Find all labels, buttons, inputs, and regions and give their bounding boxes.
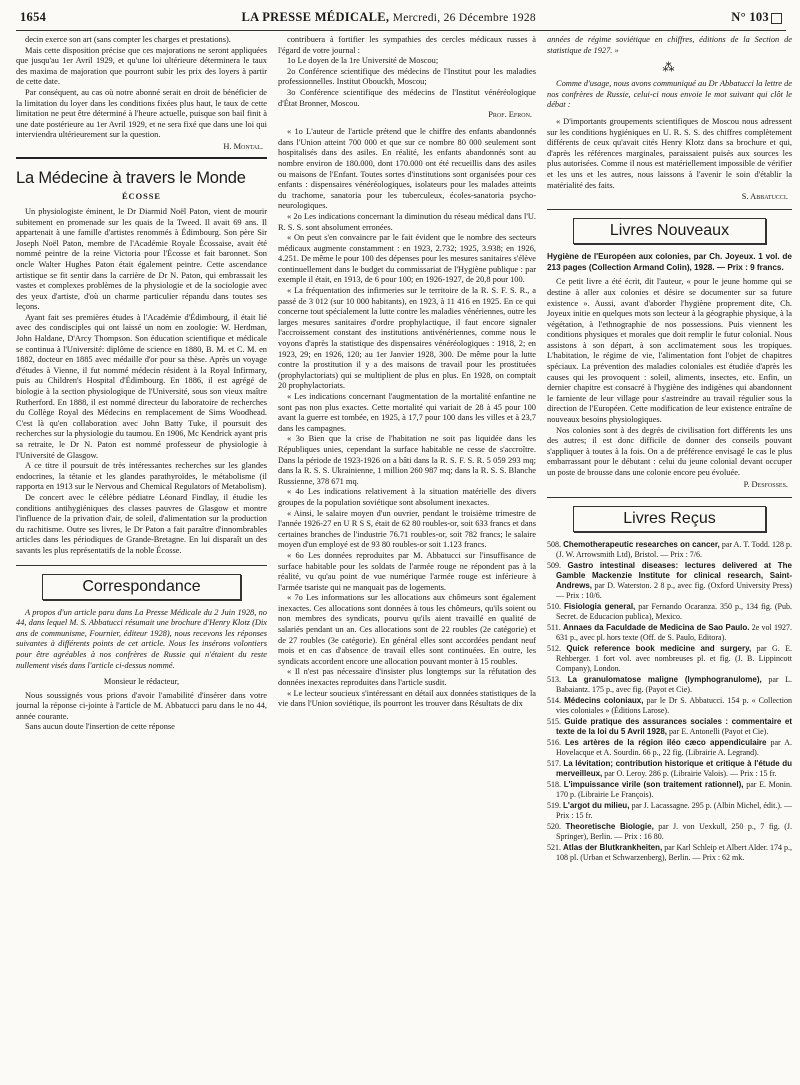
paragraph: 2o Conférence scientifique des médecins de l'Institut pour les maladies professionnelles. Institut Obouckh, Moscou; — [278, 66, 536, 87]
item-details: par Karl Schleip et Albert Alder. 174 p., 108 pl. (Urban et Schwarzenberg), Berlin. — Prix : 62 mk. — [556, 842, 792, 862]
item-details: par J. von Uexkull, 250 p., 7 fig. (J. Springer), Berlin. — Prix : 16 80. — [556, 821, 792, 841]
item-details: par J. Lacassagne. 295 p. (Albin Michel, édit.). — Prix : 15 fr. — [556, 800, 792, 820]
correspondance-salutation: Monsieur le rédacteur, — [103, 677, 180, 687]
item-number: 511. — [547, 622, 563, 632]
item-title: Médecins coloniaux, — [564, 695, 644, 705]
item-title: Theoretische Biologie, — [565, 821, 654, 831]
issue-number: N° 103 — [731, 10, 782, 25]
paragraph: « 6o Les données reproduites par M. Abbatucci sur l'insuffisance de surface habitable pour les soldats de l'armée rouge ne répondent pas à la réalité, vu qu'au point de vue numérique l'armée rouge est inférieure à l'armée tsariste qui ne manquait pas de logements. — [278, 550, 536, 592]
letter-closing: années de régime soviétique en chiffres, éditions de la Section de statistique de 1927. » — [547, 35, 792, 55]
signature-efron: Prof. Efron. — [488, 110, 532, 120]
item-number: 512. — [547, 643, 567, 653]
issue-date: Mercredi, 26 Décembre 1928 — [392, 12, 536, 24]
book-received-item — [547, 540, 792, 560]
paragraph: « 1o L'auteur de l'article prétend que le chiffre des enfants abandonnés dans l'Union atteint 700 000 et que sur ce nombre 80 000 seulement sont hospitalisés dans des asiles. En réalité, les enfants abandonnés sont au nombre environ de 180.000, dont 170.000 ont été recueillis dans des asiles ou maisons de l'Enfant. Toutes sortes d'institutions sont organisées pour ces enfants : dispensaires vénéréologiques, isolateurs pour les malades atteints du trachome, sanatoria pour les tuberculeux, écoles-sanatoria psycho-neurologiques. — [278, 127, 536, 211]
item-details: par A. T. Todd. 128 p. (J. W. Arrowsmith Ltd), Bristol. — Prix : 7/6. — [556, 539, 792, 559]
section-title-livres-nouveaux: Livres Nouveaux — [573, 218, 766, 244]
item-number: 509. — [547, 560, 568, 570]
book-received-item — [547, 759, 792, 779]
column-1 — [16, 35, 267, 1085]
item-number: 518. — [547, 779, 564, 789]
paragraph: Sans aucun doute l'insertion de cette réponse — [25, 722, 175, 732]
paragraph: De concert avec le célèbre pédiatre Léonard Findlay, il étudie les conditions antihygiéniques des classes pauvres de Glasgow et montre l'influence de la privation d'air, de soleil, d'alimentation sur la production du rachitisme. Outre ses livres, le Dr Paton a fait paraître d'innombrables articles dans les périodiques de Grande-Bretagne. En lui disparaît un des savants les plus représentatifs de la noble Écosse. — [16, 492, 267, 555]
item-number: 517. — [547, 758, 564, 768]
paragraph: Ayant fait ses premières études à l'Académie d'Édimbourg, il était lié avec des condisciples qui ont laissé un nom en zoologie: W. Herdman, John Haldane, D'Arcy Thompson. Son éducation scientifique et médicale se continua à l'Université: diplôme de science en 1880, B. M. et C. M. en 1882, docteur en 1885 avec médaille d'or pour sa thèse. Après un voyage d'études à Vienne, il fut nommé médecin résident à la Royal Infirmary, puis au Children's Hospital d'Édimbourg. En 1886, il est agrégé de biologie à la section physiologique de l'Université, sous son vieux maître Rutherford. En 1888, il est nommé directeur du laboratoire de recherches du Collège Royal des Médecins en remplacement de Sims Woodhead. C'est là qu'en collaboration avec John Batty Tuke, il poursuit des recherches sur la physiologie du taumou. En 1906, Mc Kendrick ayant pris sa retraite, le Dr N. Paton est nommé professeur de physiologie à l'Université de Glasgow. — [16, 312, 267, 460]
section-title-medecine: La Médecine à travers le Monde — [16, 168, 246, 187]
item-number: 521. — [547, 842, 564, 852]
item-details: par G. E. Rehberger. 1 fort vol. avec nombreuses pl. et fig. (J. B. Lippincott Company), London. — [556, 643, 792, 673]
item-title: Guide pratique des assurances sociales : commentaire et texte de la loi du 5 Avril 1928, — [556, 716, 792, 736]
item-title: L'impuissance virile (son traitement rationnel), — [563, 779, 744, 789]
signature-abbatucci: S. Abbatucci. — [741, 192, 788, 202]
item-title: Fisiologia general, — [564, 601, 636, 611]
signature-montal: H. Montal. — [223, 141, 263, 151]
paragraph: Nos colonies sont à des degrés de civilisation fort différents les uns des autres; il est donc difficile de donner des conseils pouvant s'appliquer à toutes à la fois. On a de préférence envisagé le cas le plus embarrassant pour le débutant : celui du jeune colonial devant occuper un poste de brousse dans une colonie encore peu évoluée. — [547, 425, 792, 477]
letter-response-body — [278, 127, 536, 710]
issue-box-icon — [771, 13, 782, 24]
item-number: 514. — [547, 695, 565, 705]
paragraph: « Il n'est pas nécessaire d'insister plus longtemps sur la réfutation des données inexactes reproduites dans l'article susdit. — [278, 667, 536, 688]
section-subtitle-ecosse: ÉCOSSE — [121, 191, 162, 201]
book-received-item — [547, 822, 792, 842]
item-details: par E. Monin. 170 p. (Librairie Le François). — [556, 779, 792, 799]
item-number: 510. — [547, 601, 565, 611]
journal-title-line — [242, 10, 536, 25]
correspondance-intro: A propos d'un article paru dans La Presse Médicale du 2 Juin 1928, no 44, dans lequel M. S. Abbatucci résumait une brochure d'Henry Klotz (Dix ans de communisme, Fournier, éditeur 1928), nous recevons les réponses suivantes à différents points de cet article. Nous les insérons volontiers pour être agréables à nos confrères de Russie qui n'étaient du reste nullement visés dans l'article ci-dessus nommé. — [16, 607, 267, 670]
book-received-item — [547, 675, 792, 695]
paragraph: Ce petit livre a été écrit, dit l'auteur, « pour le jeune homme qui se destine à aller aux colonies et désire se documenter sur sa future existence ». Aussi, avant d'aborder l'hygiène proprement dite, Ch. Joyeux initie en quelques mots son lecteur à la géographie physique, à la végétation, à l'ethnographie de nos possessions. Puis viennent les conditions physiques et morales que doit remplir le futur colonial. Nous assistons à son départ, à son acclimatement sous les tropiques. L'habitation, le régime de vie, l'alimentation font l'objet de chapitres spéciaux. La prévention des maladies coloniales est étudiée d'après les causes qui les provoquent : soleil, aliments, insectes, etc. Enfin, un dernier chapitre est consacré à l'hygiène des indigènes qui abandonnent le farniente de leur village pour s'astreindre au travail régulier sous la direction de l'Européen. Cette modification de leur existence entraîne de nouveaux besoins physiologiques. — [547, 277, 792, 425]
paragraph: 1o Le doyen de la 1re Université de Moscou; — [287, 56, 439, 66]
page-header — [16, 8, 786, 31]
item-details: par Fernando Ocaranza. 350 p., 134 fig. (Pub. Secret. de Educacion publica), Mexico. — [556, 601, 792, 621]
correspondance-body — [16, 691, 267, 733]
item-details: par le Dr S. Abbatucci. 154 p. « Collection vies coloniales » (Éditions Larose). — [556, 695, 792, 715]
item-title: Gastro intestinal diseases: lectures delivered at The Gamble Mackenzie Institute for clinical research, Saint-Andrews, — [556, 560, 792, 590]
book-received-item — [547, 696, 792, 716]
divider — [16, 565, 267, 566]
book-received-item — [547, 561, 792, 601]
editor-note: Comme d'usage, nous avons communiqué au Dr Abbatucci la lettre de nos confrères de Russie, celui-ci nous envoie le mot suivant qui clôt le débat : — [547, 79, 792, 110]
paragraph: « 2o Les indications concernant la diminution du réseau médical dans l'U. R. S. S. sont absolument erronées. — [278, 211, 536, 232]
section-title-livres-recus: Livres Reçus — [573, 506, 766, 532]
letter-signatories — [278, 35, 536, 109]
item-title: L'argot du milieu, — [563, 800, 630, 810]
ecosse-article — [16, 207, 267, 557]
books-received-list — [547, 540, 792, 863]
spacer — [278, 119, 536, 127]
paragraph: Nous soussignés vous prions d'avoir l'amabilité d'insérer dans votre journal la réponse ci-jointe à l'article de M. Abbatucci paru dans le no 44, année courante. — [16, 690, 267, 721]
divider — [547, 497, 792, 498]
section-title-correspondance: Correspondance — [42, 574, 241, 600]
item-title: Les artères de la région iléo cæco appendiculaire — [564, 737, 767, 747]
book-received-item — [547, 801, 792, 821]
paragraph: « 4o Les indications relativement à la situation matérielle des divers groupes de la population soviétique sont absolument inexactes. — [278, 487, 536, 507]
item-details: par O. Leroy. 286 p. (Librairie Valois). — Prix : 15 fr. — [602, 768, 777, 778]
journal-name: LA PRESSE MÉDICALE, — [241, 10, 390, 24]
paragraph: Un physiologiste éminent, le Dr Diarmid Noël Paton, vient de mourir subitement en promenade sur les quais de la Tweed. Il avait 69 ans. Il appartenait à une famille d'artistes renommés à Édimbourg. Son père Sir Joseph Noël Paton, membre de l'Académie Royale Écossaise, avait été nommé peintre de la reine Victoria pour l'Écosse et fait baronnet. Son oncle Walter Hughes Paton était également peintre. Cette ascendance artistique se fit sentir dans la carrière de Dr N. Paton, qui embrassait les vastes et complexes problèmes de la physiologie et de la sociologie avec des yeux d'artiste, d'où un charme particulier répandu dans toutes ses leçons. — [16, 206, 267, 312]
book-received-item — [547, 843, 792, 863]
paragraph: A ce titre il poursuit de très intéressantes recherches sur les glandes endocrines, la tétanie et les glandes parathyroïdes, le métabolisme (il rapporta en 1913 sur le Nervous and Chemical Regulators of Metabolism). — [16, 461, 267, 492]
item-number: 520. — [547, 821, 566, 831]
item-title: Quick reference book medicine and surgery, — [566, 643, 752, 653]
book-received-item — [547, 717, 792, 737]
item-number: 515. — [547, 716, 565, 726]
item-number: 519. — [547, 800, 564, 810]
paragraph: « Les indications concernant l'augmentation de la mortalité enfantine ne sont pas non plus exactes. Cette mortalité qui variait de 28 à 45 pour 100 avant la guerre est tombée, en 1925, à 17,7 pour 100 dans les villes et à 23,7 dans les campagnes. — [278, 392, 536, 433]
paragraph: « Ainsi, le salaire moyen d'un ouvrier, pendant le troisième trimestre de l'année 1926-27 en U R S S, était de 62 80 roubles-or, soit 633 francs et dans certaines branches de l'industrie 76.71 roubles-or, soit 782 francs; le salaire moyen d'un employé est de 93 80 roubles-or soit 1.123 francs. — [278, 508, 536, 550]
paragraph: contribuera à fortifier les sympathies des cercles médicaux russes à l'égard de votre journal : — [278, 35, 536, 55]
paragraph: « 7o Les informations sur les allocations aux chômeurs sont également inexactes. Ces allocations sont données à tous les chômeurs, qu'ils soient ou non membres des syndicats, pourvu qu'ils aient travaillé en qualité de salariés pendant un an. Ces allocations sont de 22 roubles (2e catégorie) et de 27 roubles (3e catégorie). En général elles sont accordées pendant neuf mois et en cas d'absence de travail elles sont continuées. En outre, les syndicats accordent encore une allocation pouvant monter à 15 roubles. — [278, 593, 536, 666]
paragraph: « La fréquentation des infirmeries sur le territoire de la R. S. F. S. R., a passé de 3 012 (sur 10 000 habitants), en 1923, à 11 416 en 1925. En ce qui concerne tout spécialement la lutte contre les maladies vénériennes, outre les larges mesures sanitaires d'ordre prophylactique, il faut encore signaler l'accroissement constant des institutions antivénériennes, comme nous le voyons d'après la statistique des dispensaires vénéréologiques : 1918, 2; en 1923, 29; en 1926, 120; au 1er Janvier 1928, 300. De même pour la lutte contre la prostitution il y a des maisons de travail pour les prostituées (prophylactoriats) qui se multiplient de plus en plus. En 1928, on comptait 20 prophylactoriats. — [278, 286, 536, 391]
paragraph: « Le lecteur soucieux s'intéressant en détail aux données statistiques de la vie dans l'Union soviétique, ils pourront les trouver dans Résultats de dix — [278, 688, 536, 709]
paragraph: « On peut s'en convaincre par le fait évident que le nombre des secteurs médicaux augmente constamment : en 1923, 2.732; 1925, 3.938; en 1926, 4.251. De même le pour 100 des dépenses pour les mesures sanitaires s'élève continuellement dans le budget du commissariat de l'Hygiène publique : par exemple il était, en 1913, de 6 pour 100; en 1926-1927, de 20,8 pour 100. — [278, 233, 536, 285]
item-details: par E. Antonelli (Payot et Cie). — [667, 726, 769, 736]
item-details: par A. Hovelacque et A. Sourdin. 66 p., 22 fig. (Librairie A. Legrand). — [556, 737, 792, 757]
item-title: Atlas der Blutkrankheiten, — [563, 842, 663, 852]
loyer-article — [16, 35, 267, 141]
book-received-item — [547, 780, 792, 800]
paragraph: 3o Conférence scientifique des médecins de l'Institut vénéréologique d'État Bronner, Moscou. — [278, 87, 536, 108]
item-title: Chemotherapeutic researches on cancer, — [563, 539, 720, 549]
abbatucci-reply: « D'importants groupements scientifiques de Moscou nous adressent sur les conditions hygiéniques en U. R. S. S. des chiffres complètement différents de ceux qu'avait cités Henry Klotz dans sa brochure et qui, d'après les références marginales, paraissaient puisés aux sources les plus autorisées. Comme il nous est matériellement impossible de vérifier et les uns et les autres, nous laissons à l'avenir le soin d'établir la matérialité des faits. — [547, 116, 792, 190]
asterism-icon: ⁂ — [662, 60, 677, 75]
divider — [547, 209, 792, 210]
item-details: par D. Waterston. 2 8 p., avec fig. (Oxford University Press) — Prix : 10/6. — [556, 580, 792, 600]
paragraph: « 3o Bien que la crise de l'habitation ne soit pas liquidée dans les Républiques unies, cependant la surface habitable ne cesse de s'accroître. Dans la période de 1923-1926 on a bâti dans la R. S. F. S. R. 5 059 293 mq; dans la R. S. S. Ukrainienne, 1 million 260 987 mq; dans la R. S. S. Blanche Russienne, 378 671 mq. — [278, 434, 536, 486]
page-number: 1654 — [20, 10, 47, 24]
item-title: Annaes da Faculdade de Medicina de Sao Paulo. — [562, 622, 750, 632]
column-3 — [547, 35, 792, 1085]
item-title: La granulomatose maligne (lymphogranulome), — [567, 674, 762, 684]
item-number: 513. — [547, 674, 568, 684]
book-received-item — [547, 623, 792, 643]
book-received-item — [547, 644, 792, 674]
item-details: par L. Babaiantz. 175 p., avec fig. (Payot et Cie). — [556, 674, 792, 694]
item-details: 2e vol 1927. 631 p., avec pl. hors texte (Off. de S. Paulo, Editora). — [556, 622, 792, 642]
paragraph: Mais cette disposition précise que ces majorations ne seront appliquées que jusqu'au 1er Avril 1929, et qu'une loi ultérieure déterminera le taux des maxima de majoration que pourront subir les prix des loyers à partir de cette date. — [16, 45, 267, 87]
column-2 — [278, 35, 536, 1085]
book-review — [547, 277, 792, 478]
item-number: 508. — [547, 539, 564, 549]
item-title: La lévitation; contribution historique et critique à l'étude du merveilleux, — [556, 758, 792, 778]
book-reference: Hygiène de l'Européen aux colonies, par Ch. Joyeux. 1 vol. de 213 pages (Collection Armand Colin), 1928. — Prix : 9 francs. — [547, 252, 792, 272]
book-received-item — [547, 602, 792, 622]
paragraph: decin exerce son art (sans compter les charges et prestations). — [25, 35, 231, 44]
paragraph: Par conséquent, au cas où notre abonné serait en droit de bénéficier de la limitation du loyer dans les conditions fixées plus haut, le taux de cette limitation ne peut être déterminé à l'heure actuelle, puisque son bail finit à une date postérieure au 1er Avril 1929, et ne sera fixé que dans une loi qui interviendra ultérieurement sur la question. — [16, 87, 267, 140]
signature-desfosses: P. Desfosses. — [743, 479, 788, 489]
divider — [16, 157, 267, 159]
book-received-item — [547, 738, 792, 758]
item-number: 516. — [547, 737, 565, 747]
